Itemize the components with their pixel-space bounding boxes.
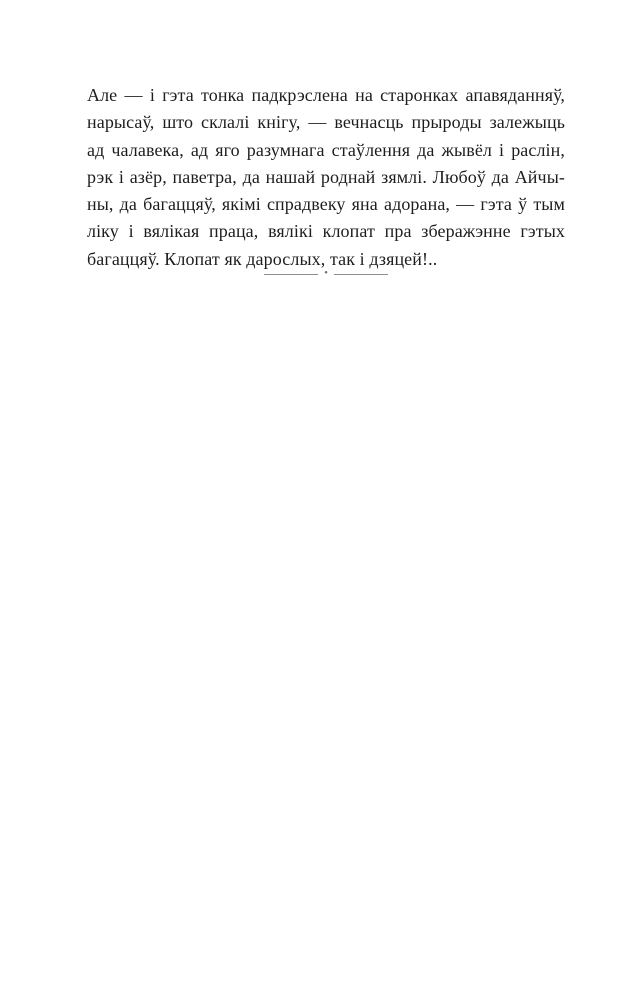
paragraph-line: ліку і вялікая праца, вялікі клопат пра зберажэнне гэтых [87,221,565,242]
paragraph-line: багаццяў. Клопат як дарослых, так і дзяцей!.. [87,248,438,269]
paragraph-line: нарысаў, што склалі кнігу, — вечнасць прыроды залежыць [87,112,565,133]
paragraph-line: Але — і гэта тонка падкрэслена на старонках апавяданняў, [87,85,565,105]
divider-rule-right [334,274,388,275]
paragraph-line: ны, да багаццяў, якімі спрадвеку яна адорана, — гэта ў тым [87,194,565,215]
section-divider [87,266,565,282]
paragraph-line: ад чалавека, ад яго разумнага стаўлення да жывёл і раслін, [87,139,565,160]
divider-rule-left [264,274,318,275]
paragraph [87,82,565,273]
paragraph-line: рэк і азёр, паветра, да нашай роднай зямлі. Любоў да Айчы- [87,166,565,187]
divider-dot-icon: • [324,266,328,279]
